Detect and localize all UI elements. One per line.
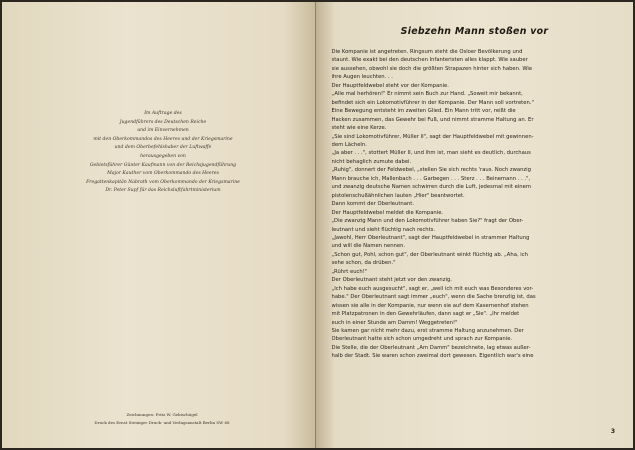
text-line: staunt. Wie exakt bei den deutschen Infanteristen alles klappt. Wie sauber xyxy=(331,57,528,64)
text-line: Dann kommt der Oberleutnant. xyxy=(331,201,415,208)
text-line: Oberleutnant hatte sich schon umgedreht und sprach zur Kompanie. xyxy=(331,336,513,343)
credit-line: herausgegeben von xyxy=(140,153,186,159)
text-line: pistolenschußähnlichen lauten „Hier" beantwortet. xyxy=(331,192,465,199)
text-line: euch in einer Stunde am Damm! Weggetreten!" xyxy=(331,319,458,326)
text-line: Eine Bewegung entsteht im zweiten Glied. Ein Mann tritt vor, reißt die xyxy=(331,108,516,115)
text-line: nicht behaglich zumute dabei. xyxy=(331,158,412,165)
text-line: „Schon gut, Pohl, schon gut", der Oberleutnant winkt flüchtig ab. „Aha, ich xyxy=(331,251,528,258)
text-line: „Ich habe euch ausgesucht", sagt er, „weil ich mit euch was Besonderes vor- xyxy=(331,285,534,292)
text-line: und will die Namen nennen. xyxy=(331,243,406,250)
chapter-title: Siebzehn Mann stoßen vor xyxy=(400,26,549,37)
credit-line: und dem Oberbefehlshaber der Luftwaffe xyxy=(114,145,212,151)
text-line: Der Hauptfeldwebel steht vor der Kompanie. xyxy=(331,82,449,89)
imprint-line: Zeichnungen: Fritz W. Gebischügel xyxy=(126,412,198,417)
page-number: 3 xyxy=(610,428,615,435)
credits-block xyxy=(28,110,298,196)
text-line: Der Hauptfeldwebel meldet die Kompanie. xyxy=(331,209,444,216)
text-line: habe." Der Oberleutnant sagt immer „euch", wenn die Sache brenzlig ist, das xyxy=(331,294,536,301)
book-spread xyxy=(2,2,633,448)
credit-line: mit den Oberkommandos des Heeres und der Kriegsmarine xyxy=(93,136,233,142)
text-line: Die Stelle, die der Oberleutnant „Am Damm" bezeichnete, lag etwas außer- xyxy=(331,344,531,351)
credit-line: und im Einvernehmen xyxy=(137,128,189,134)
credit-line: Im Auftrage des xyxy=(144,111,182,116)
credit-line: Major Kauther vom Oberkommando des Heeres xyxy=(107,171,219,177)
credit-line: Dr. Peter Supf für das Reichsluftfahrtministerium xyxy=(105,188,221,194)
text-line: „Sie sind Lokomotivführer, Müller II", sagt der Hauptfeldwebel mit gewinnen- xyxy=(331,133,534,140)
text-line: Die Kompanie ist angetreten. Ringsum steht die Osloer Bevölkerung und xyxy=(331,49,523,55)
text-line: „Rührt euch!" xyxy=(331,268,368,275)
text-line: wissen sie alle in der Kompanie, nur wenn sie auf dem Kasernenhof stehen xyxy=(331,302,529,309)
text-line: Sie kamen gar nicht mehr dazu, erst stramme Haltung anzunehmen. Der xyxy=(331,327,524,334)
imprint-line: Druck des Ernst Steiniger Druck- und Verlagsanstalt Berlin SW 68 xyxy=(94,420,230,425)
imprint-block xyxy=(42,411,282,427)
text-line: mit Platzpatronen in den Gewehrläufen, dann sagt er „Sie". „Ihr meldet xyxy=(331,311,520,318)
right-page xyxy=(316,2,634,448)
text-line: „Jawohl, Herr Oberleutnant", sagt der Hauptfeldwebel in strammer Haltung xyxy=(331,234,530,241)
body-text xyxy=(332,48,619,361)
text-line: halb der Stadt. Sie waren schon zweimal dort gewesen. Eigentlich war's eine xyxy=(331,353,534,360)
credit-line: Gebietsführer Günter Kaufmann von der Reichsjugendführung xyxy=(89,162,237,168)
text-line: „Ja aber . . .", stottert Müller II, und ihm ist, man sieht es deutlich, durchaus xyxy=(331,150,531,157)
credit-line: Jugendführers des Deutschen Reiche xyxy=(119,119,207,125)
text-line: sie aussehen, obwohl sie doch die größten Strapazen hinter sich haben. Wie xyxy=(331,65,533,72)
text-line: sehe schon, da drüben." xyxy=(331,260,396,267)
text-line: Mann brauche ich, Mallenbach . . . Garbegen . . . Sterz . . . Beinemann . . .", xyxy=(331,175,531,182)
credit-line: Fregattenkapitän Nabrath vom Oberkommando der Kriegsmarine xyxy=(86,179,240,185)
text-line: dem Lächeln. xyxy=(331,141,367,148)
text-line: Der Oberleutnant steht jetzt vor den zwanzig. xyxy=(331,277,452,284)
text-line: befindet sich ein Lokomotivführer in der Kompanie. Der Mann soll vortreten." xyxy=(331,99,534,106)
text-line: und zwanzig deutsche Namen schwirren durch die Luft, jedesmal mit einem xyxy=(331,184,531,191)
text-line: „Alle mal herhören!" Er nimmt sein Buch zur Hand. „Soweit mir bekannt, xyxy=(331,91,523,98)
text-line: „Die zwanzig Mann und den Lokomotivführer haben Sie?" fragt der Ober- xyxy=(331,218,524,225)
text-line: „Ruhig", donnert der Feldwebel, „stellen Sie sich rechts 'raus. Noch zwanzig xyxy=(331,167,531,174)
text-line: leutnant und sieht flüchtig nach rechts. xyxy=(331,226,436,233)
left-page xyxy=(2,2,315,448)
text-line: steht wie eine Kerze. xyxy=(331,125,387,132)
text-line: Hacken zusammen, das Gewehr bei Fuß, und nimmt stramme Haltung an. Er xyxy=(331,116,534,123)
text-line: ihre Augen leuchten. . . xyxy=(331,74,393,81)
